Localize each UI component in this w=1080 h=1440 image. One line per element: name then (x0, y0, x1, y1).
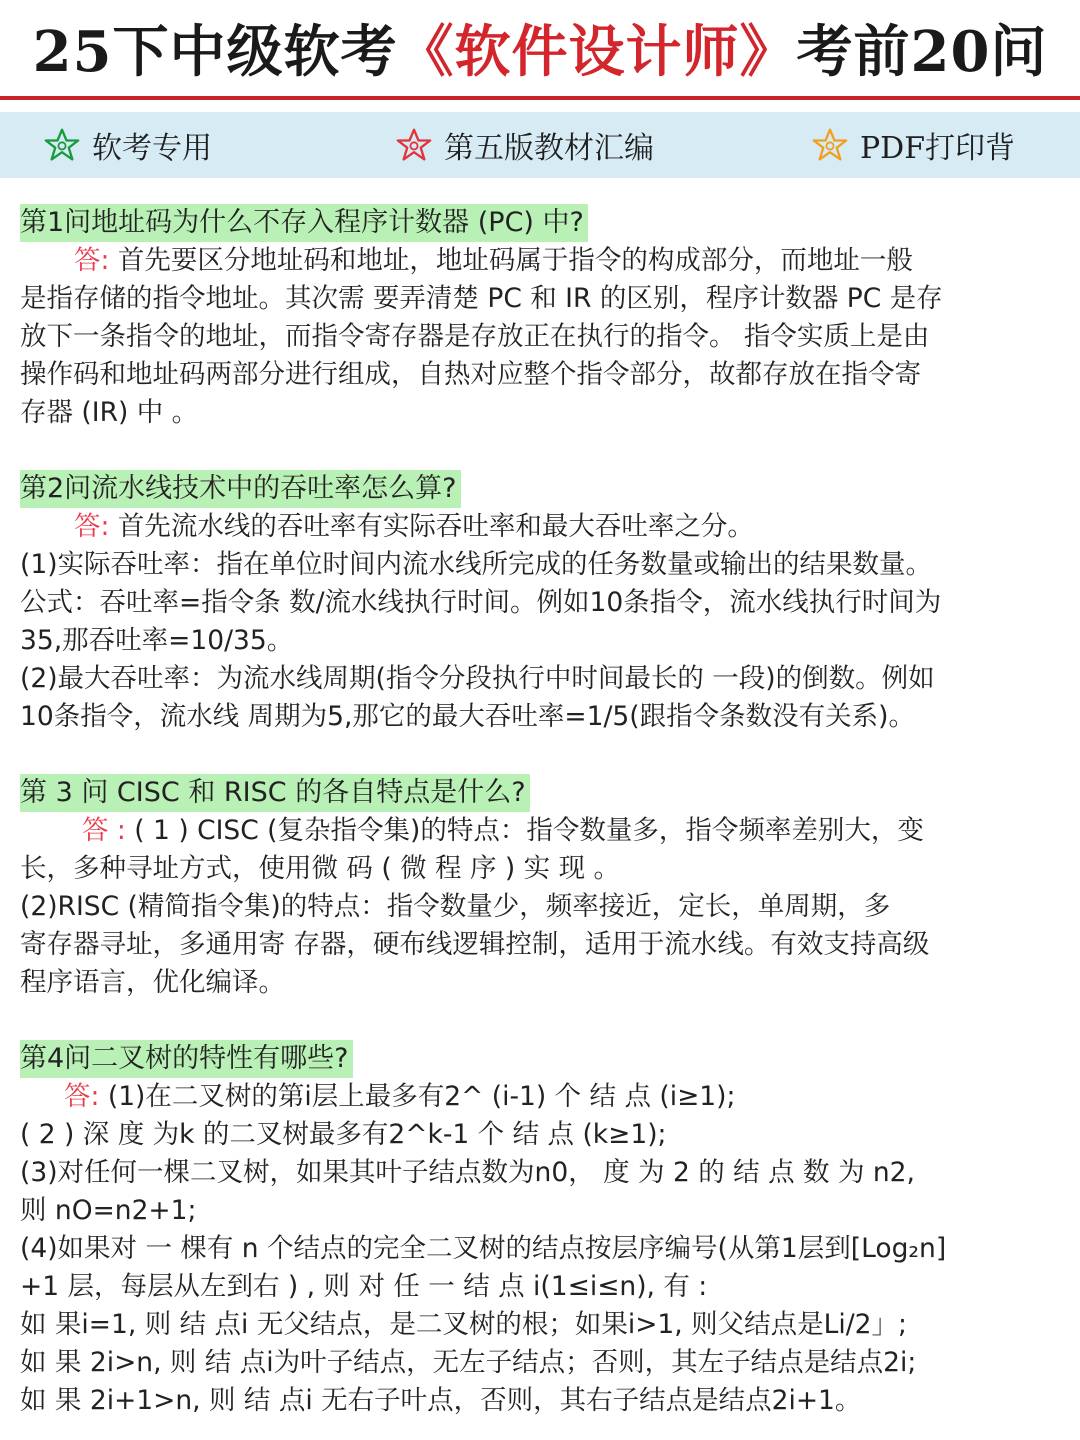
answer-text: 首先要区分地址码和地址，地址码属于指令的构成部分，而地址一般 (109, 245, 913, 276)
question-heading: 第1问地址码为什么不存入程序计数器 (PC) 中? (20, 204, 588, 242)
qa-item-3 (20, 774, 1060, 1002)
answer-line: 如 果 2i+1>n, 则 结 点i 无右子叶点，否则，其右子结点是结点2i+1。 (20, 1385, 862, 1416)
answer-line: 如 果i=1, 则 结 点i 无父结点，是二叉树的根；如果i>1, 则父结点是Li/2」; (20, 1309, 907, 1340)
answer-line: 放下一条指令的地址，而指令寄存器是存放正在执行的指令。 指令实质上是由 (20, 321, 930, 352)
qa-item-2 (20, 470, 1060, 736)
question-heading: 第 3 问 CISC 和 RISC 的各自特点是什么? (20, 774, 530, 812)
answer-line: 如 果 2i>n, 则 结 点i为叶子结点，无左子结点；否则，其左子结点是结点2i; (20, 1347, 917, 1378)
answer-first-line (20, 1078, 1060, 1116)
tag-label: 第五版教材汇编 (444, 131, 654, 166)
tag-item-exam (44, 123, 212, 167)
answer-line: 长，多种寻址方式，使用微 码 ( 微 程 序 ) 实 现 。 (20, 853, 620, 884)
answer-text: (1)在二叉树的第i层上最多有2^ (i-1) 个 结 点 (i≥1); (99, 1081, 736, 1112)
answer-line: 寄存器寻址，多通用寄 存器，硬布线逻辑控制，适用于流水线。有效支持高级 (20, 929, 930, 960)
page-title (33, 8, 1048, 88)
answer-first-line (20, 242, 1060, 280)
answer-line: 10条指令，流水线 周期为5,那它的最大吞吐率=1/5(跟指令条数没有关系)。 (20, 701, 915, 732)
answer-label: 答 : (82, 815, 126, 846)
answer-line: 程序语言，优化编译。 (20, 967, 285, 998)
qa-content (0, 178, 1060, 1420)
question-heading: 第4问二叉树的特性有哪些? (20, 1040, 353, 1078)
answer-text: 首先流水线的吞吐率有实际吞吐率和最大吞吐率之分。 (109, 511, 754, 542)
answer-first-line (20, 508, 1060, 546)
star-outline-icon (812, 127, 848, 163)
title-part-3: 考前20问 (796, 19, 1048, 85)
answer-line: 是指存储的指令地址。其次需 要弄清楚 PC 和 IR 的区别，程序计数器 PC 是存 (20, 283, 943, 314)
answer-line: (2)最大吞吐率：为流水线周期(指令分段执行中时间最长的 一段)的倒数。例如 (20, 663, 935, 694)
answer-line: (2)RISC (精简指令集)的特点：指令数量少，频率接近，定长，单周期，多 (20, 891, 891, 922)
tag-label: 软考专用 (92, 131, 212, 166)
answer-line: +1 层，每层从左到右 ) , 则 对 任 一 结 点 i(1≤i≤n), 有 : (20, 1271, 708, 1302)
title-part-2: 《软件设计师》 (397, 19, 797, 85)
qa-item-1 (20, 204, 1060, 432)
answer-line: 公式：吞吐率=指令条 数/流水线执行时间。例如10条指令，流水线执行时间为 (20, 587, 942, 618)
tag-item-pdf (812, 123, 1015, 167)
title-bar (0, 0, 1080, 100)
answer-line: 存器 (IR) 中 。 (20, 397, 199, 428)
tag-label: PDF打印背 (860, 131, 1016, 166)
answer-line: 操作码和地址码两部分进行组成，自热对应整个指令部分，故都存放在指令寄 (20, 359, 921, 390)
answer-text: ( 1 ) CISC (复杂指令集)的特点：指令数量多，指令频率差别大，变 (125, 815, 924, 846)
answer-first-line (20, 812, 1060, 850)
title-part-1: 25下中级软考 (32, 19, 398, 85)
answer-line: ( 2 ) 深 度 为k 的二叉树最多有2^k-1 个 结 点 (k≥1); (20, 1119, 667, 1150)
answer-line: 则 nO=n2+1; (20, 1195, 197, 1226)
answer-label: 答: (64, 1081, 100, 1112)
star-outline-icon (396, 127, 432, 163)
tag-item-textbook (396, 123, 654, 167)
answer-line: (1)实际吞吐率：指在单位时间内流水线所完成的任务数量或输出的结果数量。 (20, 549, 933, 580)
qa-item-4 (20, 1040, 1060, 1420)
star-outline-icon (44, 127, 80, 163)
answer-line: (3)对任何一棵二叉树，如果其叶子结点数为n0， 度 为 2 的 结 点 数 为 n2, (20, 1157, 915, 1188)
answer-line: (4)如果对 一 棵有 n 个结点的完全二叉树的结点按层序编号(从第1层到[Log₂n] (20, 1233, 947, 1264)
answer-label: 答: (74, 245, 110, 276)
answer-label: 答: (74, 511, 110, 542)
question-heading: 第2问流水线技术中的吞吐率怎么算? (20, 470, 461, 508)
tag-band (0, 112, 1080, 178)
answer-line: 35,那吞吐率=10/35。 (20, 625, 294, 656)
